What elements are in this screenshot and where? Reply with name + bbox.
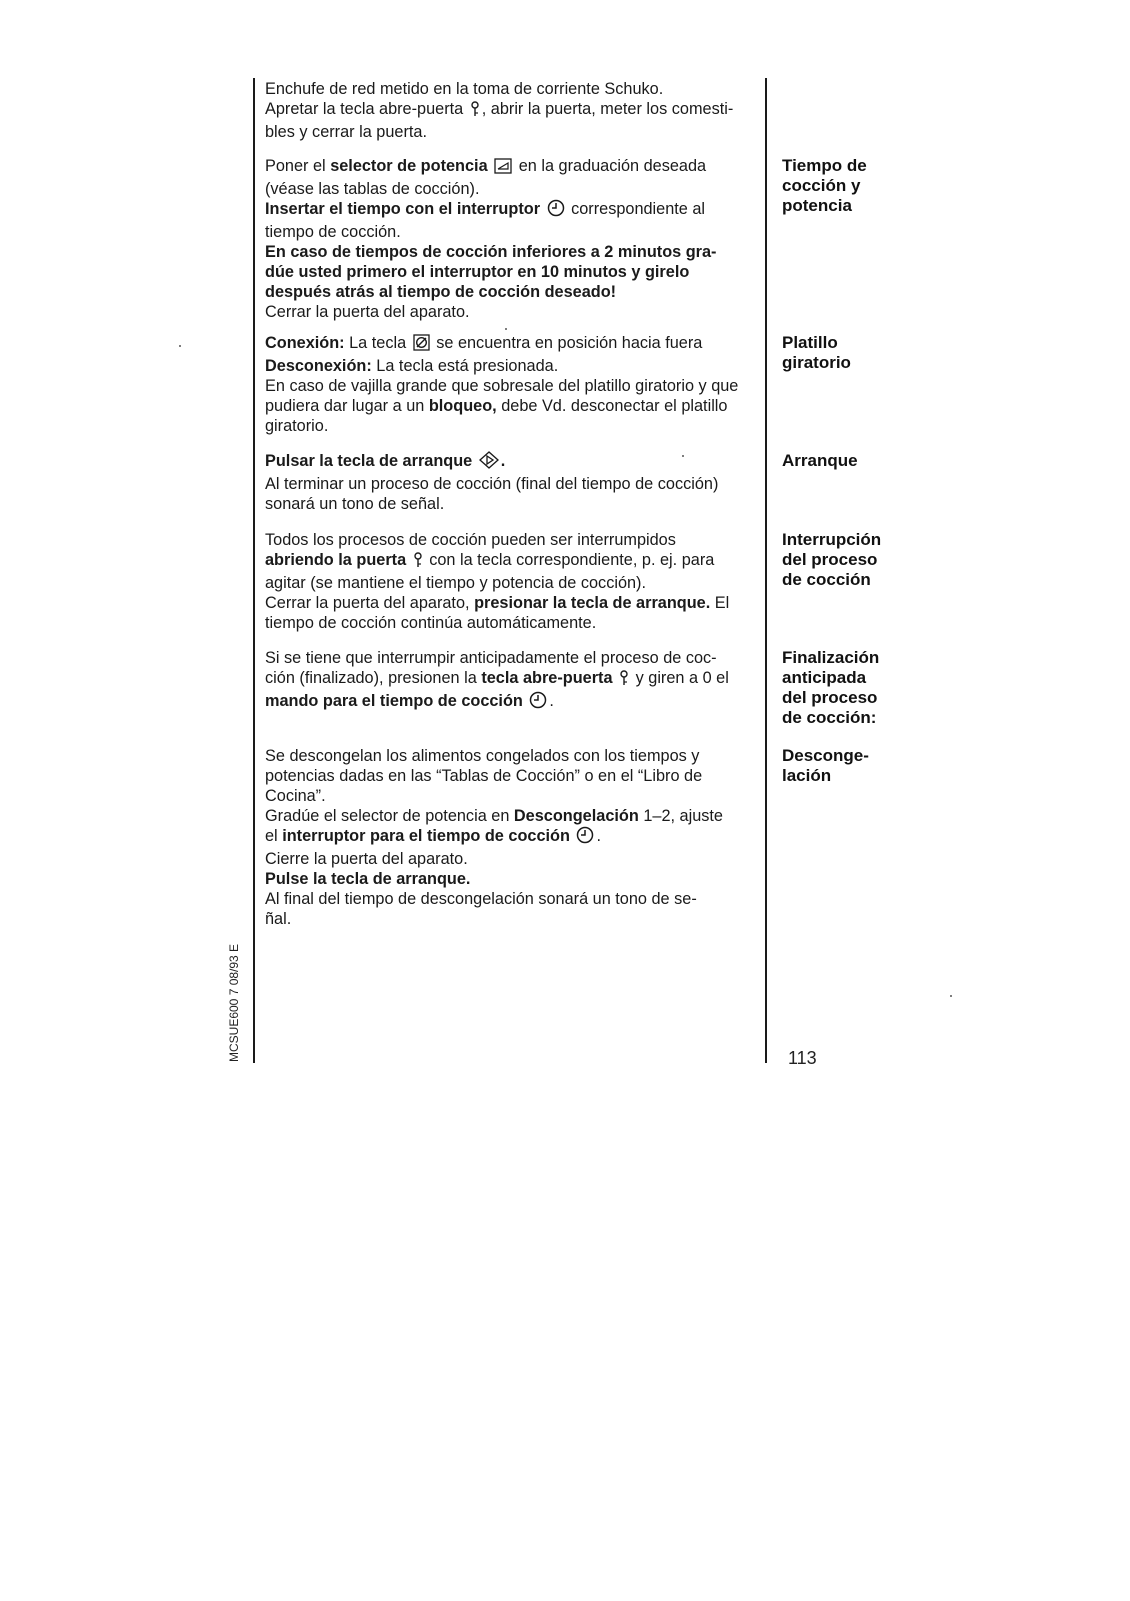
- timer-clock-icon: [529, 691, 547, 714]
- side-heading-turntable: Platillo giratorio: [782, 333, 851, 372]
- right-margin-rule: [765, 78, 767, 1063]
- scan-speck: [505, 328, 507, 330]
- left-margin-rule: [253, 78, 255, 1063]
- scan-speck: [682, 455, 684, 457]
- intro-line: bles y cerrar la puerta.: [265, 123, 427, 141]
- interrupt-paragraph: Todos los procesos de cocción pueden ser interrumpidos abriendo la puerta con la tecla correspondiente, p. ej. para agitar (se mantiene el tiempo y potencia de cocción). Cerrar la puerta del aparato, presionar la tecla de arranque. El tiempo de cocción continúa automáticamente.: [265, 531, 730, 632]
- power-selector-icon: [494, 158, 512, 179]
- side-heading-time-power: Tiempo de cocción y potencia: [782, 156, 867, 215]
- door-key-icon: [413, 552, 423, 573]
- turntable-icon: [413, 334, 430, 356]
- scan-speck: [950, 995, 952, 997]
- start-paragraph: Pulsar la tecla de arranque . Al terminar un proceso de cocción (final del tiempo de cocción) sonará un tono de señal.: [265, 452, 719, 513]
- start-diamond-icon: [479, 451, 499, 474]
- early-end-paragraph: Si se tiene que interrumpir anticipadamente el proceso de coc- ción (finalizado), presionen la tecla abre-puerta y giren a 0 el mando para el tiempo de cocción .: [265, 648, 755, 714]
- side-heading-defrost: Desconge- lación: [782, 746, 869, 785]
- side-heading-start: Arranque: [782, 451, 858, 470]
- timer-clock-icon: [576, 826, 594, 849]
- intro-line: Enchufe de red metido en la toma de corriente Schuko.: [265, 80, 664, 98]
- defrost-paragraph: Se descongelan los alimentos congelados con los tiempos y potencias dadas en las “Tablas de Cocción” o en el “Libro de Cocina”. Gradúe el selector de potencia en Descongelación 1–2, ajuste el interruptor para el tiempo de cocción . Cierre la puerta del aparato. Pulse la tecla de arranque. Al final del tiempo de descongelación sonará un tono de se- ñal.: [265, 747, 723, 928]
- intro-line: Apretar la tecla abre-puerta , abrir la puerta, meter los comesti-: [265, 99, 755, 122]
- side-heading-interrupt: Interrupción del proceso de cocción: [782, 530, 882, 589]
- timer-clock-icon: [547, 199, 565, 222]
- scan-speck: [179, 345, 181, 347]
- door-key-icon: [470, 101, 480, 122]
- side-heading-early-end: Finalización anticipada del proceso de cocción:: [782, 648, 880, 727]
- time-power-paragraph: Poner el selector de potencia en la graduación deseada (véase las tablas de cocción). Insertar el tiempo con el interruptor correspondiente al tiempo de cocción. En caso de tiempos de cocción inferiores a 2 minutos gra- dúe usted primero el interruptor en 10 minutos y girelo después atrás al tiempo de cocción deseado! Cerrar la puerta del aparato.: [265, 157, 717, 321]
- document-code: MCSUE600 7 08/93 E: [227, 943, 241, 1062]
- door-key-icon: [619, 670, 629, 691]
- turntable-paragraph: Conexión: La tecla se encuentra en posición hacia fuera Desconexión: La tecla está presionada. En caso de vajilla grande que sobresale del platillo giratorio y que pudiera dar lugar a un bloqueo, debe Vd. desconectar el platillo giratorio.: [265, 334, 739, 435]
- intro-paragraph: [265, 79, 755, 142]
- page-number: 113: [788, 1048, 817, 1068]
